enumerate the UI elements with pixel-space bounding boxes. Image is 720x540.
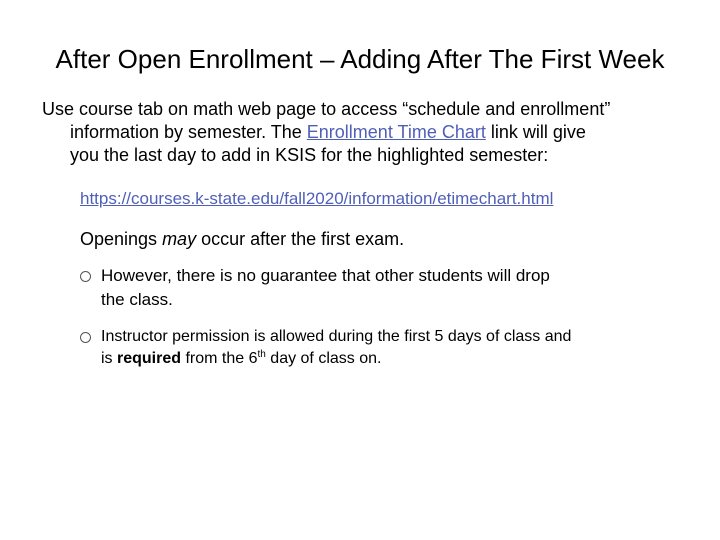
bullet-item-instructor-permission [80, 326, 700, 370]
bullet-2-line-1: Instructor permission is allowed during the first 5 days of class and [101, 328, 572, 345]
bullet-2-line-2 [80, 348, 700, 370]
ordinal-suffix: th [257, 349, 266, 360]
required-emphasis: required [117, 350, 182, 367]
slide-title: After Open Enrollment – Adding After The First Week [55, 44, 665, 74]
bullet-1-line-2: the class. [101, 290, 173, 309]
openings-text [80, 228, 404, 251]
intro-line-3: you the last day to add in KSIS for the highlighted semester: [70, 145, 549, 165]
intro-line-2 [42, 121, 702, 144]
enrollment-chart-url-link[interactable]: https://courses.k-state.edu/fall2020/information/etimechart.html [80, 189, 554, 208]
bullet-circle-icon [80, 332, 91, 343]
openings-emphasis: may [162, 229, 197, 249]
openings-end: occur after the first exam. [196, 229, 405, 249]
intro-line-2-start: information by semester. The [70, 122, 307, 142]
bullet-2-line-2-a: is [101, 350, 117, 367]
bullet-2-line-2-c: day of class on. [265, 350, 382, 367]
openings-start: Openings [80, 229, 163, 249]
intro-paragraph [42, 98, 702, 167]
bullet-2-line-2-b: from the 6 [181, 350, 258, 367]
bullet-1-line-1: However, there is no guarantee that other students will drop [101, 266, 550, 285]
intro-line-2-end: link will give [485, 122, 586, 142]
bullet-circle-icon [80, 271, 91, 282]
bullet-item-no-guarantee [80, 264, 700, 312]
intro-line-1: Use course tab on math web page to access “schedule and enrollment” [42, 99, 611, 119]
enrollment-time-chart-link[interactable]: Enrollment Time Chart [306, 122, 486, 142]
